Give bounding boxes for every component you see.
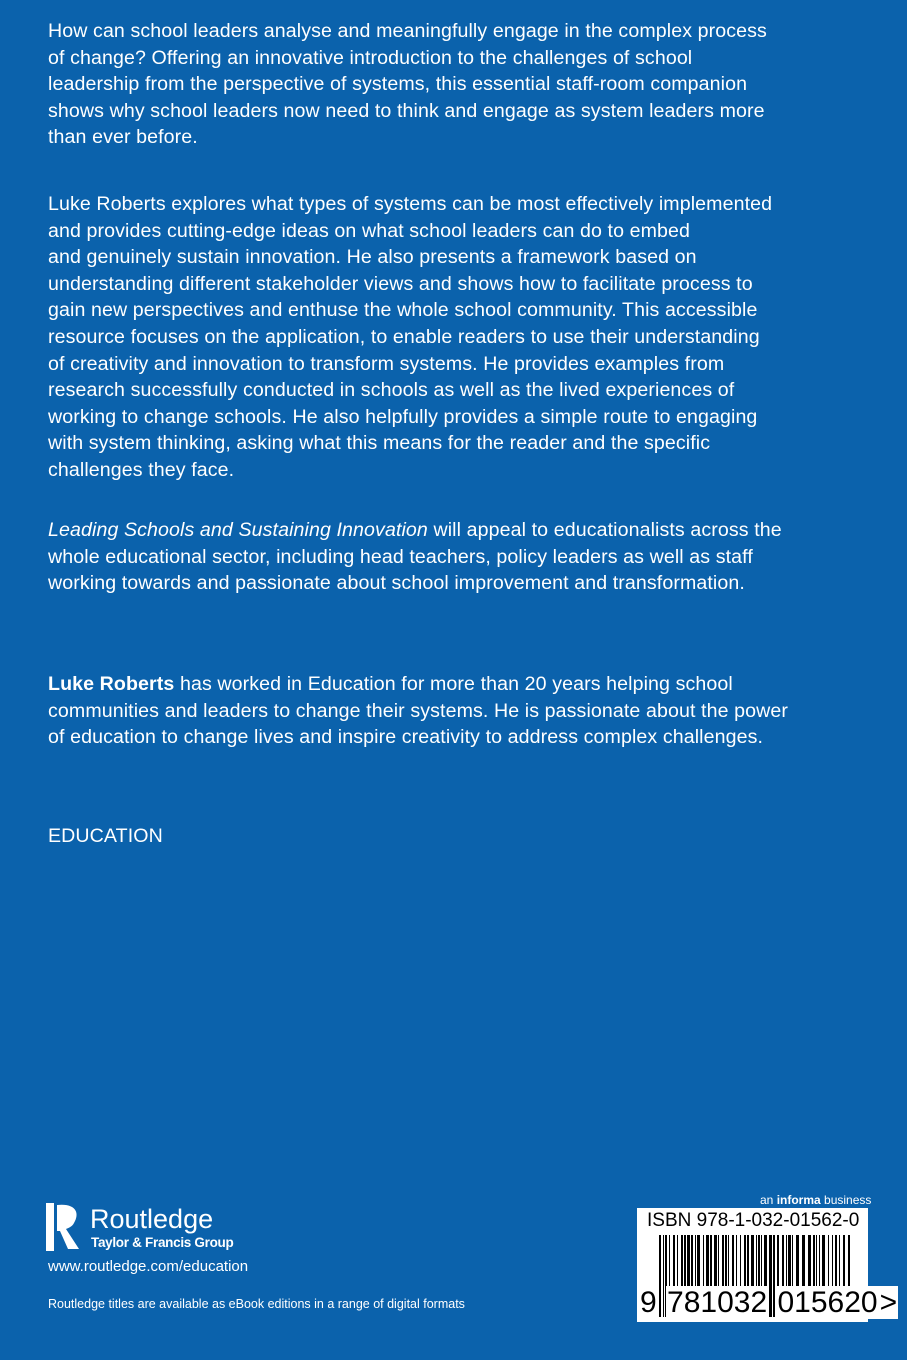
line-text: and genuinely sustain innovation. He also presents a framework based on	[48, 246, 697, 269]
text-line	[48, 404, 772, 431]
emphasis: Leading Schools and Sustaining Innovation	[48, 519, 428, 541]
category-label: EDUCATION	[48, 825, 163, 847]
text-line	[48, 324, 772, 351]
ebook-note: Routledge titles are available as eBook editions in a range of digital formats	[48, 1297, 465, 1311]
text-line	[48, 698, 788, 725]
line-text: will appeal to educationalists across the	[427, 519, 782, 541]
line-text: Luke Roberts explores what types of systems can be most effectively implemented	[48, 193, 773, 215]
line-text: of creativity and innovation to transform systems. He provides examples from	[48, 352, 725, 375]
barcode-digits-left: 781032	[667, 1286, 768, 1319]
barcode-arrow: >	[879, 1286, 898, 1319]
line-text: working to change schools. He also helpfully provides a simple route to engaging	[48, 405, 758, 428]
line-text: of change? Offering an innovative introduction to the challenges of school	[48, 46, 693, 69]
informa-bold: informa	[776, 1193, 821, 1207]
line-text: challenges they face.	[48, 458, 235, 481]
barcode-digits	[639, 1286, 898, 1320]
description-paragraph-3	[48, 517, 782, 597]
informa-pre: an	[760, 1193, 777, 1207]
text-line	[48, 98, 767, 125]
text-line	[48, 351, 772, 378]
barcode-digit-prefix: 9	[640, 1286, 657, 1319]
text-line	[48, 271, 772, 298]
text-line	[48, 45, 767, 72]
description-paragraph-2	[48, 191, 772, 484]
text-line	[48, 297, 772, 324]
line-text: How can school leaders analyse and meaningfully engage in the complex process	[48, 20, 767, 42]
line-text: shows why school leaders now need to think and engage as system leaders more	[48, 99, 765, 122]
text-line	[48, 724, 788, 751]
line-text: gain new perspectives and enthuse the whole school community. This accessible	[48, 299, 758, 322]
line-text: leadership from the perspective of systems, this essential staff-room companion	[48, 73, 748, 96]
publisher-name: Routledge	[90, 1204, 214, 1234]
text-line	[48, 191, 772, 218]
informa-post: business	[820, 1193, 872, 1207]
line-text: than ever before.	[48, 126, 198, 149]
text-line	[48, 457, 772, 484]
text-line	[48, 517, 782, 544]
text-line	[48, 244, 772, 271]
line-text: with system thinking, asking what this means for the reader and the specific	[48, 432, 711, 455]
line-text: has worked in Education for more than 20 years helping school	[174, 673, 733, 695]
text-line	[48, 71, 767, 98]
description-paragraph-1	[48, 18, 767, 151]
line-text: communities and leaders to change their systems. He is passionate about the power	[48, 699, 788, 722]
text-line	[48, 124, 767, 151]
routledge-logo-icon	[46, 1203, 82, 1251]
isbn-text: ISBN 978-1-032-01562-0	[647, 1210, 860, 1231]
informa-tagline	[760, 1193, 871, 1207]
line-text: understanding different stakeholder views and shows how to facilitate process to	[48, 272, 753, 295]
emphasis: Luke Roberts	[48, 673, 175, 695]
text-line	[48, 18, 767, 45]
isbn-barcode	[637, 1208, 898, 1322]
text-line	[48, 671, 788, 698]
publisher-group: Taylor & Francis Group	[91, 1235, 234, 1250]
text-line	[48, 544, 782, 571]
text-line	[48, 570, 782, 597]
publisher-url[interactable]: www.routledge.com/education	[48, 1258, 249, 1275]
line-text: of education to change lives and inspire creativity to address complex challenges.	[48, 726, 764, 749]
text-line	[48, 377, 772, 404]
line-text: and provides cutting-edge ideas on what school leaders can do to embed	[48, 219, 691, 242]
line-text: research successfully conducted in schools as well as the lived experiences of	[48, 379, 735, 402]
line-text: whole educational sector, including head teachers, policy leaders as well as staff	[48, 545, 753, 568]
author-bio	[48, 671, 788, 751]
barcode-digits-right: 015620	[777, 1286, 878, 1319]
text-line	[48, 430, 772, 457]
text-line	[48, 218, 772, 245]
line-text: working towards and passionate about school improvement and transformation.	[48, 572, 745, 595]
line-text: resource focuses on the application, to enable readers to use their understanding	[48, 325, 760, 348]
